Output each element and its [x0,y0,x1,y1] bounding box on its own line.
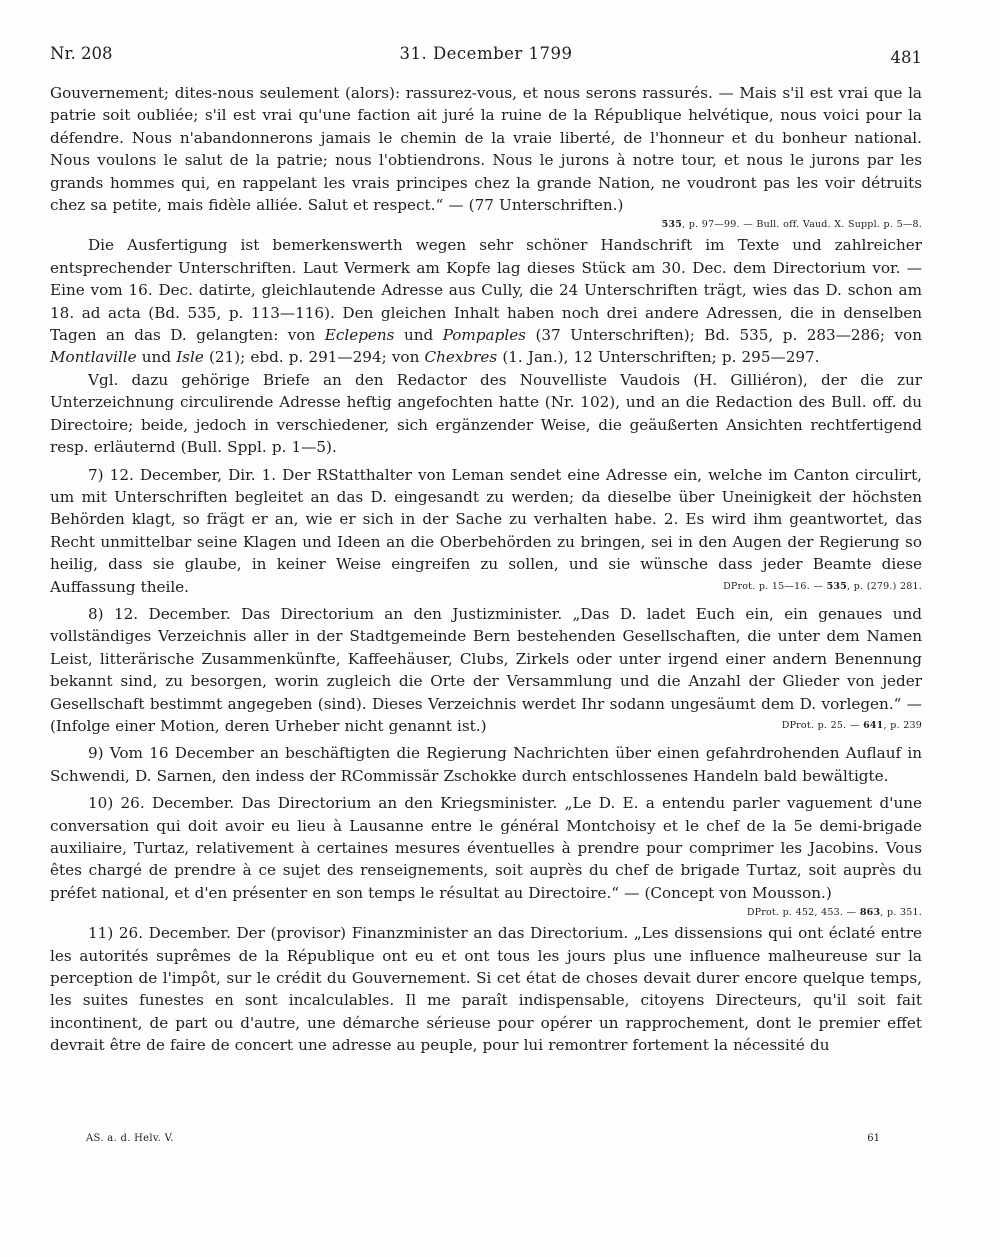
paragraph-text: 11) 26. December. Der (provisor) Finanzminister an das Directorium. „Les dissensions qui ont éclaté entre les autorités suprêmes de la République ont eu et ont tous les jours plus une influence malheureuse sur la perception de l'impôt, sur le crédit du Gouvernement. Si cet état de choses devait durer encore quelque temps, les suites funestes en sont incalculables. Il me paraît indispensable, citoyens Directeurs, qu'il soit fait incontinent, de part ou d'autre, une démarche sérieuse pour opérer un rapprochement, dont le premier effet devrait être de faire de concert une adresse au peuple, pour lui remontrer fortement la nécessité du [50,924,922,1055]
document-date: 31. December 1799 [399,44,573,63]
source-reference [744,715,922,737]
paragraph-item-10 [50,792,922,922]
paragraph-text: Vgl. dazu gehörige Briefe an den Redactor des Nouvelliste Vaudois (H. Gilliéron), der die zur Unterzeichnung circulirende Adresse heftig angefochten hatte (Nr. 102), und an die Redaction des Bull. off. du Directoire; beide, jedoch in verschiedener, sich ergänzender Weise, die geäußerten Ansichten rechtfertigend resp. erläuternd (Bull. Sppl. p. 1—5). [50,370,922,457]
volume-signature: AS. a. d. Helv. V. [86,1133,174,1144]
source-prefix: DProt. p. 25. — [781,719,864,731]
commentary-text-1: Die Ausfertigung ist bemerkenswerth wegen sehr schöner Handschrift im Texte und zahlreicher entsprechender Unterschriften. Laut Vermerk am Kopfe lag dieses Stück am 30. Dec. dem Directorium vor. — Eine vom 16. Dec. datirte, gleichlautende Adresse aus Cully, die 24 Unterschriften trägt, wies das D. schon am 18. ad acta (Bd. 535, p. 113—116). Den gleichen Inhalt haben noch drei andere Adressen, die in denselben Tagen an das D. gelangten: von [50,236,922,345]
source-volume: 863 [859,907,881,919]
paragraph-text: Gouvernement; dites-nous seulement (alors): rassurez-vous, et nous serons rassurés. — Mais s'il est vrai que la patrie soit oubliée; s'il est vrai qu'une faction ait juré la ruine de la République helvétique, nous voici pour la défendre. Nous n'abandonnerons jamais le chemin de la vraie liberté, de l'honneur et du bonheur national. Nous voulons le salut de la patrie; nous l'obtiendrons. Nous le jurons à notre tour, et nous le jurons par les grands hommes qui, en rappelant les vrais principes chez la grande Nation, ne voudront pas les voir détruits chez sa petite, mais fidèle alliée. Salut et respect.“ — (77 Unterschriften.) [50,84,922,215]
source-volume: 535 [661,219,683,231]
paragraph-text: 10) 26. December. Das Directorium an den Kriegsminister. „Le D. E. a entendu parler vaguement d'une conversation qui doit avoir eu lieu à Lausanne entre le général Montchoisy et le chef de la 5e demi-brigade auxiliaire, Turtaz, relativement à certaines mesures éventuelles à prendre pour comprimer les Jacobins. Vous êtes chargé de prendre à ce sujet des renseignements, soit auprès du chef de brigade Turtaz, soit auprès du préfet national, et d'en présenter en son temps le résultat au Directoire.“ — (Concept von Mousson.) [50,794,922,902]
paragraph-item-9 [50,742,922,787]
paragraph-commentary [50,234,922,368]
place-pompaples: Pompaples [442,326,526,345]
page-footer [86,1133,880,1153]
source-prefix: DProt. p. 15—16. — [723,580,827,592]
paragraph-text: 9) Vom 16 December an beschäftigten die Regierung Nachrichten über einen gefahrdrohenden Auflauf in Schwendi, D. Sarnen, den indess der RCommissär Zschokke durch entschlossenes Handeln bald bewältigte. [50,744,922,785]
commentary-text-4: und [136,348,177,367]
paragraph-address-end [50,82,922,234]
commentary-text-3: (37 Unterschriften); Bd. 535, p. 283—286; von [525,326,922,345]
paragraph-item-7 [50,464,922,598]
page-number: 481 [890,48,922,67]
paragraph-vgl [50,369,922,459]
paragraph-text: 7) 12. December, Dir. 1. Der RStatthalter von Leman sendet eine Adresse ein, welche im Canton circulirt, um mit Unterschriften begleitet an das D. eingesandt zu werden; da dieselbe über Uneinigkeit der höchsten Behörden klagt, so frägt er an, wie er sich in der Sache zu verhalten habe. 2. Es wird ihm geantwortet, das Recht unmittelbar seine Klagen und Ideen an die Oberbehörden zu bringen, sei in den Augen der Regierung so heilig, dass sie glaube, in keiner Weise eingreifen zu sollen, und sie wünsche dass jeder Beamte diese Auffassung theile. [50,465,922,596]
source-reference [685,576,922,598]
source-reference [50,904,922,922]
document-number: Nr. 208 [50,44,113,63]
source-reference [50,216,922,234]
page-body [50,82,922,1057]
paragraph-item-8 [50,603,922,737]
source-prefix: DProt. p. 452, 453. — [746,907,860,919]
source-detail: , p. 97—99. — Bull. off. Vaud. X. Suppl. p. 5—8. [682,219,922,231]
place-isle: Isle [176,348,204,367]
source-volume: 535 [826,580,847,592]
paragraph-item-11 [50,922,922,1056]
sheet-number: 61 [867,1133,880,1144]
commentary-text-5: (21); ebd. p. 291—294; von [203,348,425,367]
page-header [50,44,922,74]
place-montlaville: Montlaville [50,348,137,367]
place-chexbres: Chexbres [424,348,498,367]
paragraph-text: 8) 12. December. Das Directorium an den Justizminister. „Das D. ladet Euch ein, ein genaues und vollständiges Verzeichnis aller in der Stadtgemeinde Bern bestehenden Gesellschaften, die unter dem Namen Leist, litterärische Zusammenkünfte, Kaffeehäuser, Clubs, Zirkels oder unter irgend einer andern Benennung bekannt sind, zu besorgen, worin zugleich die Orte der Versammlung und die Anzahl der Glieder von jeder Gesellschaft bestimmt angegeben (sind). Dieses Verzeichnis werdet Ihr sodann ungesäumt dem D. vorlegen.“ — (Infolge einer Motion, deren Urheber nicht genannt ist.) [50,604,922,735]
source-detail: , p. 351. [880,907,922,919]
place-eclepens: Eclepens [324,326,395,345]
source-detail: , p. (279.) 281. [847,580,922,592]
commentary-text-2: und [394,326,443,345]
commentary-text-6: (1. Jan.), 12 Unterschriften; p. 295—297. [497,348,820,367]
source-detail: , p. 239 [883,719,922,731]
source-volume: 641 [863,719,884,731]
